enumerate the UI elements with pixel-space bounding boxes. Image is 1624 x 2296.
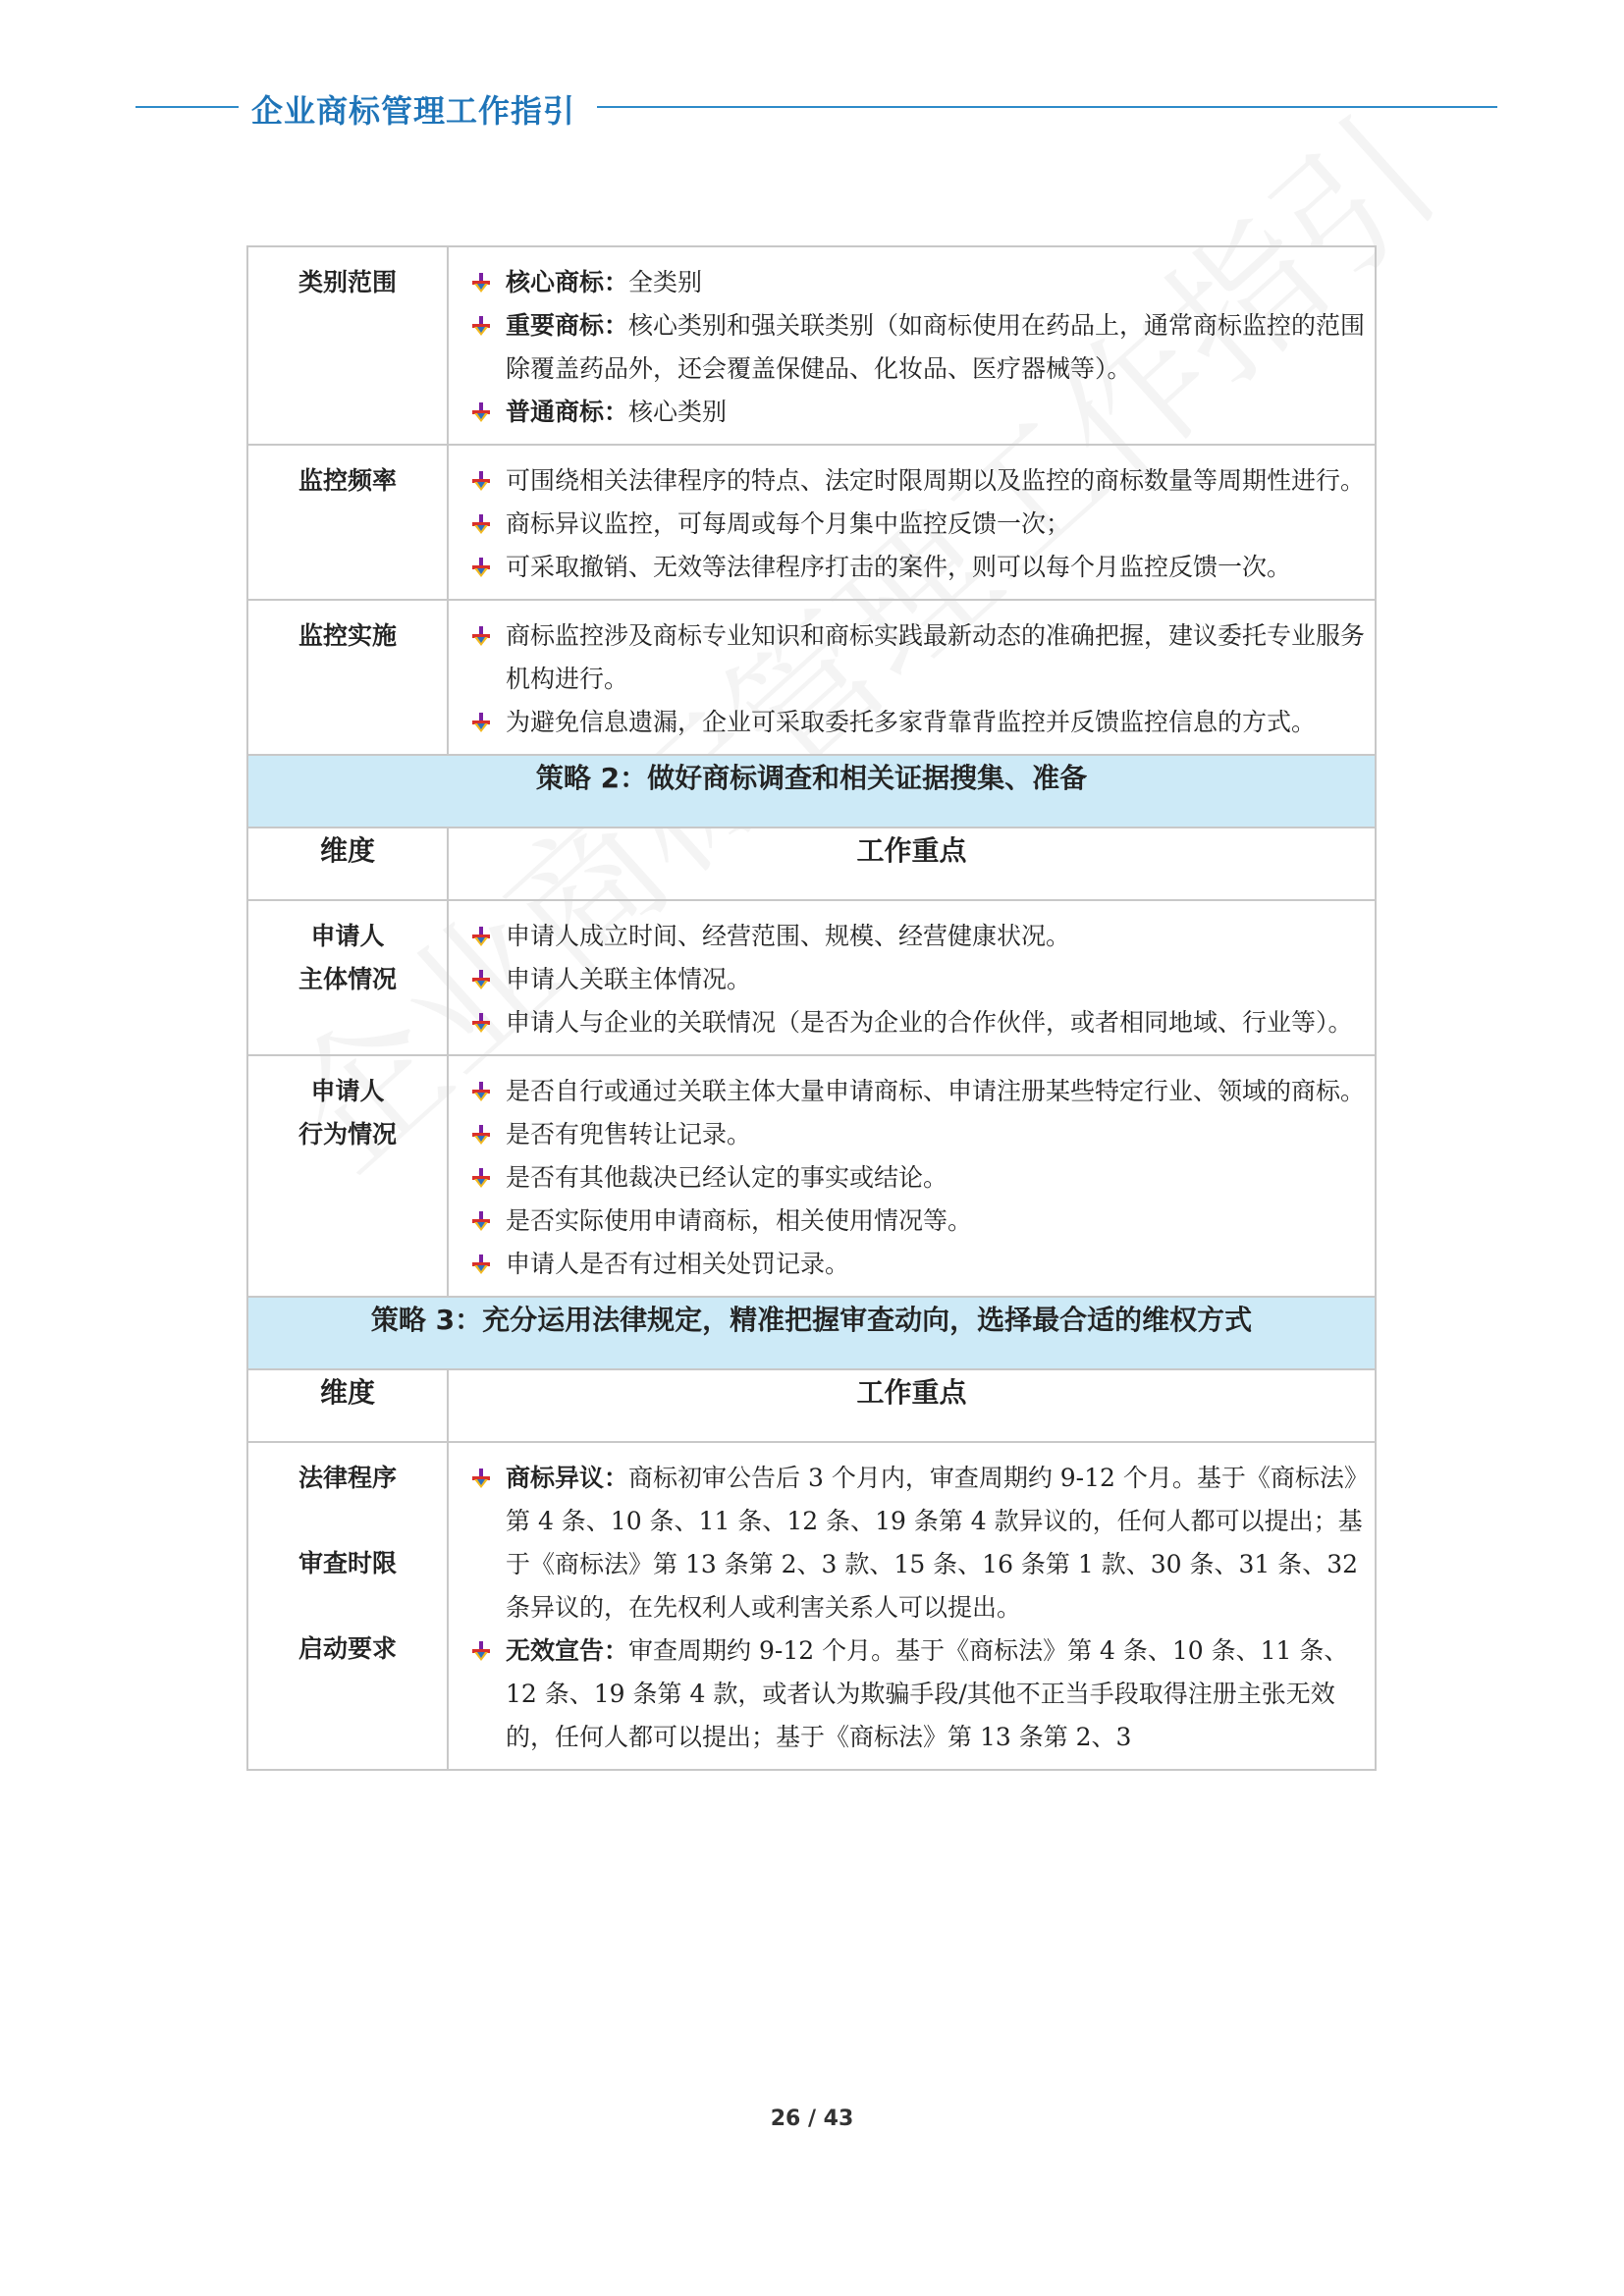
dimension-label: 启动要求 <box>298 1634 397 1663</box>
header-dimension: 维度 <box>247 828 448 900</box>
header-rule-left <box>135 106 239 108</box>
bullet-text <box>506 459 1367 503</box>
dimension-label: 监控频率 <box>298 466 397 495</box>
bullet-body: 申请人关联主体情况。 <box>506 965 752 993</box>
bullet-item <box>457 1113 1367 1156</box>
bullet-body: 申请人成立时间、经营范围、规模、经营健康状况。 <box>506 922 1071 950</box>
bullet-item <box>457 958 1367 1001</box>
column-header-row <box>247 828 1376 900</box>
bullet-item <box>457 614 1367 701</box>
dimension-cell <box>247 600 448 755</box>
bullet-text <box>506 958 1367 1001</box>
bullet-item <box>457 1156 1367 1200</box>
bullet-item <box>457 1629 1367 1759</box>
bullet-text <box>506 1156 1367 1200</box>
page-number: 26 / 43 <box>770 2107 854 2131</box>
down-arrow-bullet-icon <box>457 261 506 304</box>
bullet-body: 可采取撤销、无效等法律程序打击的案件，则可以每个月监控反馈一次。 <box>506 553 1292 581</box>
table-row <box>247 900 1376 1055</box>
down-arrow-bullet-icon <box>457 614 506 658</box>
bullet-text <box>506 701 1367 744</box>
bullet-item <box>457 1001 1367 1044</box>
bullet-item <box>457 1457 1367 1629</box>
table-row <box>247 1442 1376 1770</box>
table-row <box>247 445 1376 600</box>
bullet-item <box>457 701 1367 744</box>
dimension-label: 申请人 <box>310 922 385 950</box>
bullet-lead: 商标异议： <box>506 1464 629 1492</box>
dimension-label: 审查时限 <box>298 1549 397 1577</box>
bullet-body: 是否有其他裁决已经认定的事实或结论。 <box>506 1163 948 1192</box>
bullet-lead: 重要商标： <box>506 311 629 340</box>
down-arrow-bullet-icon <box>457 391 506 434</box>
bullet-item <box>457 391 1367 434</box>
bullet-lead: 核心商标： <box>506 268 629 296</box>
table-row <box>247 600 1376 755</box>
column-header-row <box>247 1369 1376 1442</box>
down-arrow-bullet-icon <box>457 1457 506 1500</box>
strategy-row <box>247 755 1376 828</box>
bullet-body: 是否有兜售转让记录。 <box>506 1120 752 1148</box>
down-arrow-bullet-icon <box>457 546 506 589</box>
header-dimension: 维度 <box>247 1369 448 1442</box>
down-arrow-bullet-icon <box>457 915 506 958</box>
bullet-item <box>457 304 1367 391</box>
down-arrow-bullet-icon <box>457 1156 506 1200</box>
down-arrow-bullet-icon <box>457 1243 506 1286</box>
guideline-table <box>246 245 1377 1771</box>
bullet-item <box>457 1243 1367 1286</box>
down-arrow-bullet-icon <box>457 459 506 503</box>
bullet-lead: 普通商标： <box>506 398 629 426</box>
down-arrow-bullet-icon <box>457 503 506 546</box>
bullet-body: 是否实际使用申请商标，相关使用情况等。 <box>506 1206 973 1235</box>
dimension-label: 主体情况 <box>298 965 397 993</box>
bullet-text <box>506 1113 1367 1156</box>
dimension-cell <box>247 445 448 600</box>
down-arrow-bullet-icon <box>457 1200 506 1243</box>
strategy-row <box>247 1297 1376 1369</box>
focus-cell <box>448 445 1376 600</box>
bullet-body: 商标监控涉及商标专业知识和商标实践最新动态的准确把握，建议委托专业服务机构进行。 <box>506 621 1366 693</box>
dimension-label: 申请人 <box>310 1077 385 1105</box>
page-header <box>135 86 1497 130</box>
dimension-label: 法律程序 <box>298 1464 397 1492</box>
bullet-body: 是否自行或通过关联主体大量申请商标、申请注册某些特定行业、领域的商标。 <box>506 1077 1366 1105</box>
focus-cell <box>448 1055 1376 1297</box>
bullet-item <box>457 1070 1367 1113</box>
bullet-item <box>457 546 1367 589</box>
focus-cell <box>448 900 1376 1055</box>
bullet-text <box>506 503 1367 546</box>
dimension-spacer <box>252 1500 443 1542</box>
bullet-text <box>506 614 1367 701</box>
bullet-text <box>506 1200 1367 1243</box>
bullet-body: 商标初审公告后 3 个月内，审查周期约 9-12 个月。基于《商标法》第 4 条、10 条、11 条、12 条、19 条第 4 款异议的，任何人都可以提出；基于《商标法》第 13 条第 2、3 款、15 条、16 条第 1 款、30 条、31 条、32 条异议的，在先权利人或利害关系人可以提出。 <box>506 1464 1363 1622</box>
down-arrow-bullet-icon <box>457 958 506 1001</box>
down-arrow-bullet-icon <box>457 1629 506 1673</box>
dimension-cell <box>247 1442 448 1770</box>
table-row <box>247 246 1376 445</box>
bullet-text <box>506 546 1367 589</box>
bullet-body: 为避免信息遗漏，企业可采取委托多家背靠背监控并反馈监控信息的方式。 <box>506 708 1317 736</box>
bullet-body: 申请人是否有过相关处罚记录。 <box>506 1250 850 1278</box>
down-arrow-bullet-icon <box>457 1113 506 1156</box>
bullet-body: 申请人与企业的关联情况（是否为企业的合作伙伴，或者相同地域、行业等）。 <box>506 1008 1353 1037</box>
bullet-text <box>506 1001 1367 1044</box>
bullet-body: 审查周期约 9-12 个月。基于《商标法》第 4 条、10 条、11 条、12 条、19 条第 4 款，或者认为欺骗手段/其他不正当手段取得注册主张无效的，任何人都可以提出；基于《商标法》第 13 条第 2、3 <box>506 1636 1349 1751</box>
bullet-item <box>457 1200 1367 1243</box>
focus-cell <box>448 246 1376 445</box>
dimension-label: 类别范围 <box>298 268 397 296</box>
bullet-item <box>457 915 1367 958</box>
dimension-cell <box>247 900 448 1055</box>
bullet-text <box>506 1070 1367 1113</box>
bullet-text <box>506 1457 1367 1629</box>
focus-cell <box>448 600 1376 755</box>
document-title: 企业商标管理工作指引 <box>251 92 576 130</box>
down-arrow-bullet-icon <box>457 304 506 347</box>
bullet-lead: 无效宣告： <box>506 1636 629 1665</box>
bullet-item <box>457 261 1367 304</box>
header-rule-right <box>597 106 1497 108</box>
header-focus: 工作重点 <box>448 1369 1376 1442</box>
dimension-label: 监控实施 <box>298 621 397 650</box>
bullet-text <box>506 915 1367 958</box>
bullet-body: 核心类别 <box>628 398 728 426</box>
header-focus: 工作重点 <box>448 828 1376 900</box>
bullet-text <box>506 1243 1367 1286</box>
focus-cell <box>448 1442 1376 1770</box>
bullet-body: 商标异议监控，可每周或每个月集中监控反馈一次； <box>506 509 1071 538</box>
bullet-text <box>506 304 1367 391</box>
bullet-text <box>506 261 1367 304</box>
bullet-item <box>457 503 1367 546</box>
strategy-title: 策略 2：做好商标调查和相关证据搜集、准备 <box>247 755 1376 828</box>
dimension-label: 行为情况 <box>298 1120 397 1148</box>
bullet-body: 核心类别和强关联类别（如商标使用在药品上，通常商标监控的范围除覆盖药品外，还会覆盖保健品、化妆品、医疗器械等）。 <box>506 311 1366 383</box>
dimension-cell <box>247 1055 448 1297</box>
bullet-body: 全类别 <box>628 268 703 296</box>
bullet-text <box>506 391 1367 434</box>
bullet-text <box>506 1629 1367 1759</box>
down-arrow-bullet-icon <box>457 1070 506 1113</box>
down-arrow-bullet-icon <box>457 701 506 744</box>
bullet-body: 可围绕相关法律程序的特点、法定时限周期以及监控的商标数量等周期性进行。 <box>506 466 1366 495</box>
dimension-cell <box>247 246 448 445</box>
table-row <box>247 1055 1376 1297</box>
down-arrow-bullet-icon <box>457 1001 506 1044</box>
bullet-item <box>457 459 1367 503</box>
strategy-title: 策略 3：充分运用法律规定，精准把握审查动向，选择最合适的维权方式 <box>247 1297 1376 1369</box>
dimension-spacer <box>252 1585 443 1628</box>
